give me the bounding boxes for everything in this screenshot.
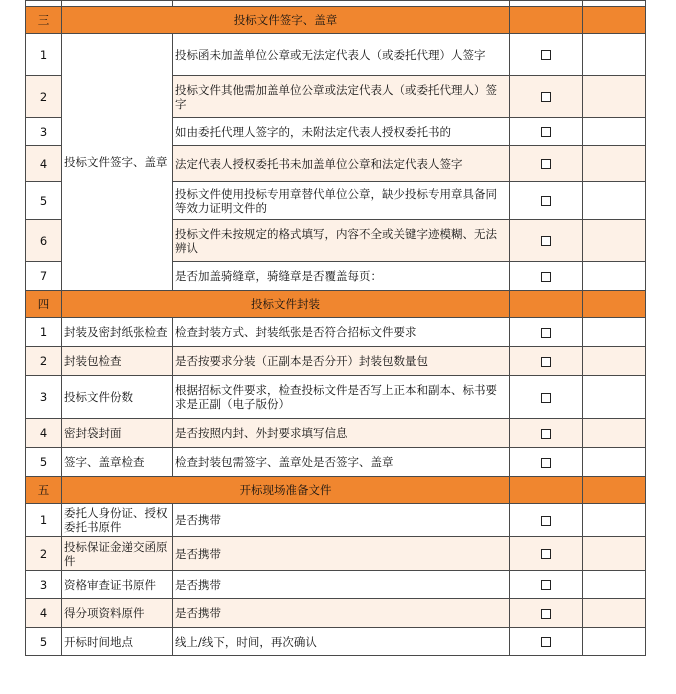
checkbox[interactable] [510,537,583,571]
checkbox-icon[interactable] [541,272,551,282]
checkbox[interactable] [510,347,583,376]
row-number: 3 [26,376,62,419]
row-item: 投标文件其他需加盖单位公章或法定代表人（或委托代理人）签字 [173,76,510,118]
checkbox-icon[interactable] [541,92,551,102]
row-item: 是否按照内封、外封要求填写信息 [173,419,510,448]
row-category: 签字、盖章检查 [62,448,173,477]
table-row [26,347,646,376]
checkbox[interactable] [510,504,583,537]
row-number: 5 [26,628,62,656]
checkbox-icon[interactable] [541,328,551,338]
row-category: 投标保证金递交函原件 [62,537,173,571]
row-item: 是否携带 [173,537,510,571]
checkbox[interactable] [510,118,583,146]
checkbox-icon[interactable] [541,50,551,60]
row-number: 2 [26,537,62,571]
row-item: 是否携带 [173,571,510,599]
checkbox[interactable] [510,628,583,656]
section-number: 五 [26,477,62,504]
section-title: 开标现场准备文件 [62,477,510,504]
row-item: 法定代表人授权委托书未加盖单位公章和法定代表人签字 [173,146,510,182]
table-row [26,34,646,76]
row-category: 密封袋封面 [62,419,173,448]
row-number: 3 [26,571,62,599]
checkbox[interactable] [510,599,583,628]
checkbox-icon[interactable] [541,580,551,590]
table-row [26,448,646,477]
row-category: 投标文件签字、盖章 [62,34,173,291]
section-number: 三 [26,7,62,34]
row-number: 1 [26,318,62,347]
row-number: 7 [26,262,62,291]
row-category: 开标时间地点 [62,628,173,656]
checkbox[interactable] [510,220,583,262]
checkbox-icon[interactable] [541,196,551,206]
row-item: 是否按要求分装（正副本是否分开）封装包数量包 [173,347,510,376]
row-number: 5 [26,182,62,220]
row-category: 封装包检查 [62,347,173,376]
row-number: 1 [26,504,62,537]
row-item: 是否携带 [173,599,510,628]
row-item: 投标文件未按规定的格式填写，内容不全或关键字迹模糊、无法辨认 [173,220,510,262]
row-item: 根据招标文件要求，检查投标文件是否写上正本和副本、标书要求是正副（电子版份） [173,376,510,419]
checkbox[interactable] [510,34,583,76]
row-item: 投标函未加盖单位公章或无法定代表人（或委托代理）人签字 [173,34,510,76]
row-number: 4 [26,146,62,182]
checkbox-icon[interactable] [541,549,551,559]
row-number: 4 [26,419,62,448]
row-item: 线上/线下，时间，再次确认 [173,628,510,656]
row-number: 2 [26,347,62,376]
row-number: 1 [26,34,62,76]
row-category: 委托人身份证、授权委托书原件 [62,504,173,537]
checkbox[interactable] [510,318,583,347]
section-header-3 [26,7,646,34]
table-row [26,628,646,656]
row-number: 5 [26,448,62,477]
table-row [26,376,646,419]
row-category: 资格审查证书原件 [62,571,173,599]
checkbox-icon[interactable] [541,393,551,403]
table-row [26,504,646,537]
checkbox[interactable] [510,182,583,220]
section-header-4 [26,291,646,318]
section-header-5 [26,477,646,504]
checkbox[interactable] [510,419,583,448]
checkbox-icon[interactable] [541,458,551,468]
checkbox[interactable] [510,376,583,419]
checkbox[interactable] [510,571,583,599]
row-number: 3 [26,118,62,146]
checkbox-icon[interactable] [541,609,551,619]
checkbox-icon[interactable] [541,357,551,367]
row-item: 是否携带 [173,504,510,537]
table-row [26,419,646,448]
row-category: 得分项资料原件 [62,599,173,628]
table-row [26,318,646,347]
row-number: 2 [26,76,62,118]
row-number: 4 [26,599,62,628]
row-number: 6 [26,220,62,262]
checkbox[interactable] [510,146,583,182]
checkbox[interactable] [510,76,583,118]
checkbox[interactable] [510,262,583,291]
checkbox[interactable] [510,448,583,477]
row-item: 投标文件使用投标专用章替代单位公章，缺少投标专用章具备同等效力证明文件的 [173,182,510,220]
section-title: 投标文件封装 [62,291,510,318]
row-item: 检查封装包需签字、盖章处是否签字、盖章 [173,448,510,477]
checklist-table [25,0,646,656]
checkbox-icon[interactable] [541,516,551,526]
table-row [26,537,646,571]
table-row [26,599,646,628]
checkbox-icon[interactable] [541,236,551,246]
row-item: 是否加盖骑缝章，骑缝章是否覆盖每页： [173,262,510,291]
checkbox-icon[interactable] [541,159,551,169]
section-number: 四 [26,291,62,318]
row-item: 检查封装方式、封装纸张是否符合招标文件要求 [173,318,510,347]
checkbox-icon[interactable] [541,637,551,647]
checkbox-icon[interactable] [541,127,551,137]
section-title: 投标文件签字、盖章 [62,7,510,34]
row-item: 如由委托代理人签字的，未附法定代表人授权委托书的 [173,118,510,146]
checkbox-icon[interactable] [541,429,551,439]
row-category: 封装及密封纸张检查 [62,318,173,347]
table-row [26,571,646,599]
row-category: 投标文件份数 [62,376,173,419]
